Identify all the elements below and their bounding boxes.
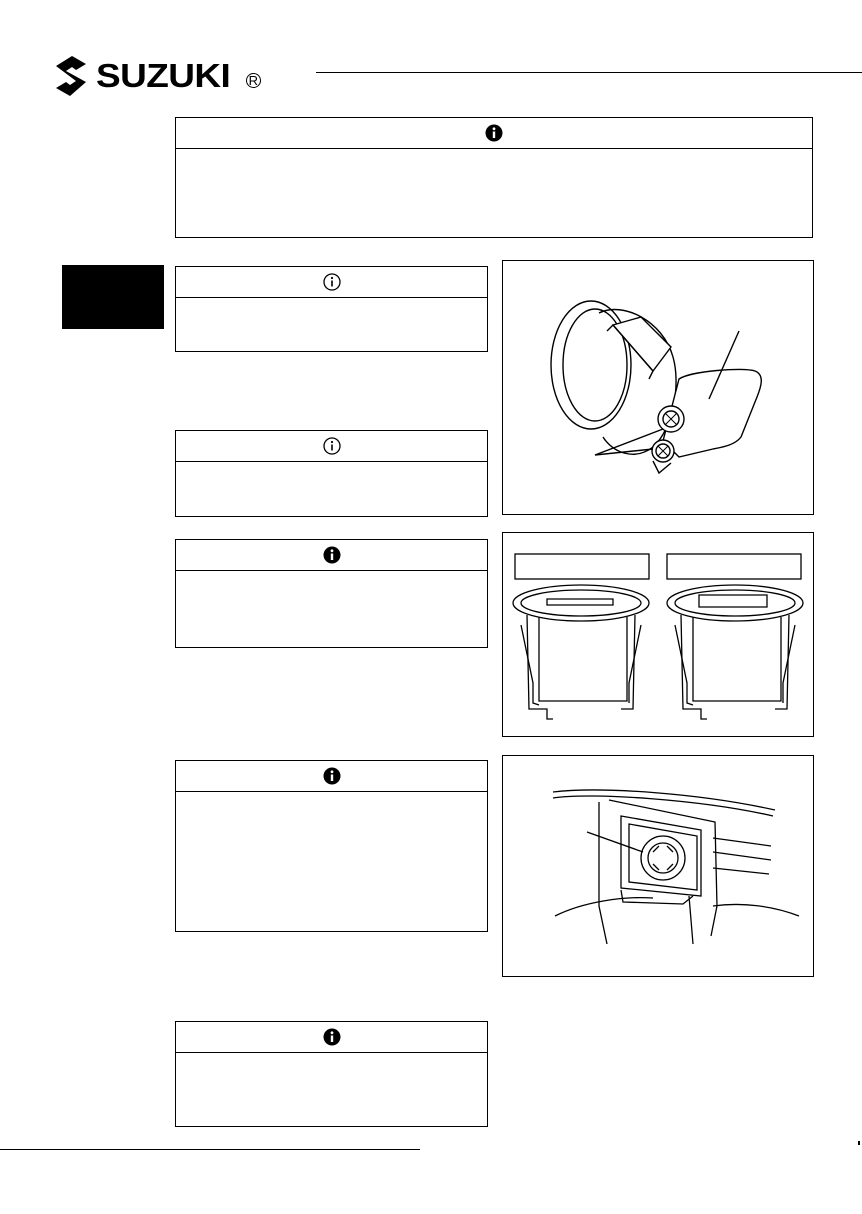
note-body — [176, 298, 487, 314]
chapter-tab — [62, 265, 164, 329]
info-solid-icon — [323, 767, 341, 785]
footer-mark — [858, 1141, 860, 1145]
note-header — [176, 118, 812, 149]
header-rule — [316, 72, 862, 73]
note-body — [176, 149, 812, 165]
label-box-left — [515, 554, 649, 579]
suzuki-logo — [52, 56, 261, 96]
note-box-1 — [175, 266, 488, 352]
figure-gauge-screws — [502, 260, 814, 515]
note-body — [176, 792, 487, 808]
bulb-comparison-illustration — [503, 533, 813, 736]
note-body — [176, 571, 487, 587]
note-header — [176, 761, 487, 792]
figure-socket-housing — [502, 755, 814, 977]
note-header — [176, 540, 487, 571]
socket-illustration — [503, 756, 813, 976]
info-outline-icon — [323, 437, 341, 455]
label-box-right — [667, 554, 801, 579]
note-box-5 — [175, 1021, 488, 1127]
suzuki-s-emblem-icon — [52, 56, 90, 96]
note-header — [176, 431, 487, 462]
footer-rule — [0, 1149, 420, 1150]
registered-mark: R — [246, 73, 261, 88]
note-header — [176, 267, 487, 298]
info-outline-icon — [323, 273, 341, 291]
note-body — [176, 462, 487, 478]
note-box-4 — [175, 760, 488, 932]
figure-bulb-comparison — [502, 532, 814, 737]
note-body — [176, 1053, 487, 1069]
info-solid-icon — [485, 124, 503, 142]
note-box-2 — [175, 430, 488, 517]
info-solid-icon — [323, 1028, 341, 1046]
note-header — [176, 1022, 487, 1053]
note-box-3 — [175, 539, 488, 648]
gauge-illustration — [503, 261, 813, 514]
brand-name: SUZUKI — [96, 57, 231, 94]
info-solid-icon — [323, 546, 341, 564]
note-box-top — [175, 117, 813, 238]
